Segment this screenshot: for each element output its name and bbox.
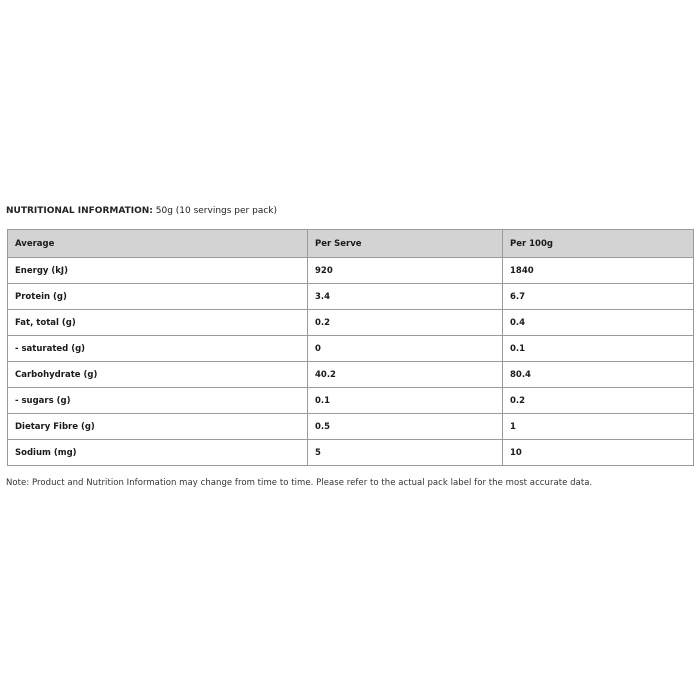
column-header-per-100g: Per 100g	[503, 230, 694, 258]
per-100g-value: 1840	[503, 258, 694, 284]
per-serve-value: 0.1	[308, 388, 503, 414]
nutrient-name: Protein (g)	[8, 284, 308, 310]
nutrient-name: Dietary Fibre (g)	[8, 414, 308, 440]
table-header-row	[8, 230, 694, 258]
per-100g-value: 0.2	[503, 388, 694, 414]
nutrient-name: Energy (kJ)	[8, 258, 308, 284]
nutrient-name: - sugars (g)	[8, 388, 308, 414]
per-serve-value: 0.5	[308, 414, 503, 440]
table-row-fat-total	[8, 310, 694, 336]
per-serve-value: 5	[308, 440, 503, 466]
nutrition-heading	[6, 206, 277, 216]
table-row-carbohydrate	[8, 362, 694, 388]
nutrient-name: Fat, total (g)	[8, 310, 308, 336]
per-100g-value: 6.7	[503, 284, 694, 310]
per-serve-value: 3.4	[308, 284, 503, 310]
table-row-sodium	[8, 440, 694, 466]
column-header-average: Average	[8, 230, 308, 258]
nutrition-table-container	[7, 229, 693, 466]
per-100g-value: 0.4	[503, 310, 694, 336]
nutrient-name: - saturated (g)	[8, 336, 308, 362]
per-100g-value: 1	[503, 414, 694, 440]
per-100g-value: 10	[503, 440, 694, 466]
table-row-energy	[8, 258, 694, 284]
column-header-per-serve: Per Serve	[308, 230, 503, 258]
nutrient-name: Carbohydrate (g)	[8, 362, 308, 388]
nutrition-heading-label: NUTRITIONAL INFORMATION:	[6, 206, 153, 216]
table-row-saturated	[8, 336, 694, 362]
per-100g-value: 0.1	[503, 336, 694, 362]
table-row-dietary-fibre	[8, 414, 694, 440]
nutrition-heading-serving: 50g (10 servings per pack)	[152, 206, 278, 216]
per-serve-value: 0.2	[308, 310, 503, 336]
per-serve-value: 920	[308, 258, 503, 284]
nutrient-name: Sodium (mg)	[8, 440, 308, 466]
disclaimer-note: Note: Product and Nutrition Information may change from time to time. Please refer to the actual pack label for the most accurate data.	[6, 478, 593, 488]
nutrition-table	[7, 229, 694, 466]
per-serve-value: 0	[308, 336, 503, 362]
per-100g-value: 80.4	[503, 362, 694, 388]
table-row-sugars	[8, 388, 694, 414]
per-serve-value: 40.2	[308, 362, 503, 388]
table-row-protein	[8, 284, 694, 310]
